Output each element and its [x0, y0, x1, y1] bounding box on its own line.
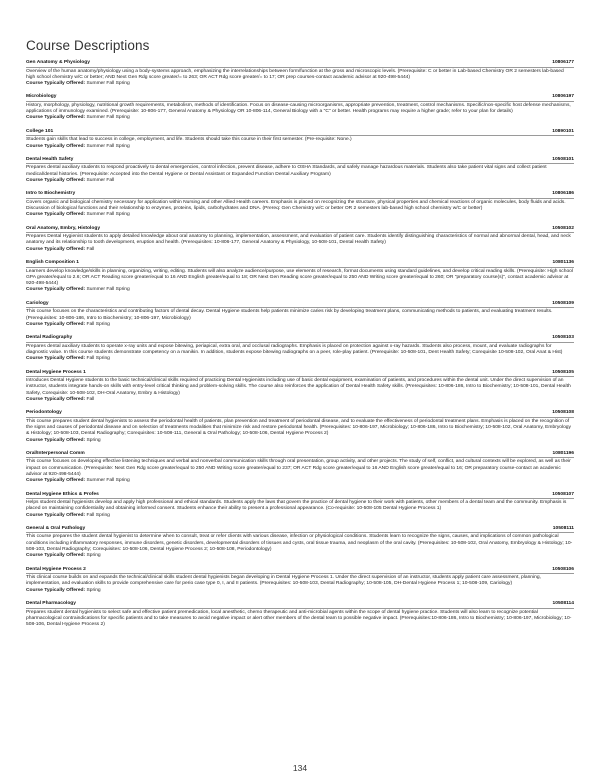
course-code: 10508105: [552, 369, 574, 375]
course-entry: [26, 191, 574, 218]
course-header: [26, 601, 574, 609]
course-code: 10806177: [552, 60, 574, 65]
course-name: Dental Health Safety: [26, 156, 74, 162]
course-entry: [26, 567, 574, 594]
course-name: College 101: [26, 128, 54, 134]
course-code: 10806197: [552, 94, 574, 100]
course-header: [26, 567, 574, 575]
course-entry: [26, 410, 574, 444]
course-description: This course focuses on the characteristics and contributing factors of dental decay. Dental Hygiene students help patients minimize caries risk by developing treatment plans, communicating methods to patients, and evaluating treatment results. (Prerequisites: 10-806-186, Intro to Biochemistry; 10-806-197, Microbiology): [26, 309, 553, 321]
course-entry: [26, 301, 574, 328]
offered-label: Course Typically Offered:: [26, 321, 86, 327]
course-offered: [26, 247, 574, 253]
course-name: Dental Hygiene Process 1: [26, 369, 86, 375]
offered-terms: Summer Fall Spring: [86, 212, 130, 218]
course-offered: [26, 144, 574, 150]
course-offered: [26, 588, 574, 594]
course-code: 10508114: [552, 601, 574, 607]
offered-label: Course Typically Offered:: [26, 553, 86, 559]
course-offered: [26, 553, 574, 559]
course-offered: [26, 287, 574, 293]
course-entry: [26, 60, 574, 87]
course-offered: [26, 397, 574, 403]
course-description: Prepares dental auxiliary students to operate x-ray units and expose bitewing, periapical, extra oral, and occlusal radiographs. Emphasis is placed on protection against x-ray hazards. Students also process, mount, and evaluate radiographs for diagnostic value. In this course students demonstrate competency on a manikin. In addition, students expose bitewing radiographs on a peer, role-play patient. (Prerequisite: 10-508-101, Dent Health Safety; Corequisite 10-508-102, Oral Anat & Hist): [26, 343, 563, 355]
course-header: [26, 226, 574, 234]
course-description: Students gain skills that lead to success in college, employment, and life. Students should take this course in their first semester. (Pre-requisite: None.): [26, 137, 352, 143]
course-name: Dental Hygiene Process 2: [26, 566, 86, 572]
course-code: 10508107: [552, 491, 574, 497]
course-offered: [26, 81, 574, 87]
offered-label: Course Typically Offered:: [26, 143, 86, 149]
course-entry: [26, 526, 574, 560]
offered-terms: Fall Spring: [86, 356, 110, 362]
course-offered: [26, 115, 574, 121]
course-offered: [26, 438, 574, 444]
course-description: Learners develop knowledge/skills in planning, organizing, writing, editing. Students will also analyze audience/purpose, use elements of research, format documents using standard guidelines, and develop critical reading skills. (Prerequisite: High school GPA greater/equal to 2.6; OR ACT Reading score greater/equal to 16 AND English greater/equal to 18; OR Next Gen Reading score greater/equal to 250 AND Writing score greater/equal to 260; OR "preparatory course(s)", contact academic advisor at 920-498-5444): [26, 268, 573, 287]
course-offered: [26, 178, 574, 184]
course-code: 10806186: [552, 191, 574, 197]
course-name: General & Oral Pathology: [26, 525, 86, 531]
offered-terms: Spring: [86, 437, 101, 443]
course-description: This course focuses on developing effective listening techniques and verbal and nonverbal communication skills through oral presentation, group activity, and other projects. The study of self, conflict, and cultural contexts will be explored, as well as their impact on communication. (Prerequisite: Next Gen Rdg score greater/equal to 250 AND Writing score greater/equal to 237; OR ACT Rdg score greater/equal to 16 AND English score greater/equal to 16; OR preparatory course-contact an academic advisor at 920-498-5444): [26, 459, 571, 477]
course-entry: [26, 157, 574, 184]
course-header: [26, 301, 574, 309]
offered-label: Course Typically Offered:: [26, 81, 86, 87]
offered-label: Course Typically Offered:: [26, 478, 86, 484]
course-header: [26, 451, 574, 459]
offered-label: Course Typically Offered:: [26, 396, 86, 402]
course-code: 10508109: [552, 300, 574, 306]
course-description: Prepares dental auxiliary students to respond proactively to dental emergencies, control infection, prevent disease, adhere to OSHA Standards, and safely manage hazardous materials. Students also take patient vital signs and collect patient medical/dental histories. (Prerequisite: Accepted into the Dental Hygiene or Dental Assistant or Expanded Function Dental Auxiliary Program): [26, 165, 547, 177]
course-name: Gen Anatomy & Physiology: [26, 60, 90, 65]
course-name: English Composition 1: [26, 260, 79, 266]
course-header: [26, 191, 574, 199]
course-offered: [26, 513, 574, 519]
course-description: History, morphology, physiology, nutritional growth requirements, metabolism, methods of identification. Focus on disease-causing microorganisms, appropriate prevention, treatment, control mechanisms. Specific/non-specific host defense mechanisms, applications of immunology examined. (Prerequisite: 10-806-177, General Anatomy & Physiology OR 10-806-114, General Biology with a "C" or better. Health programs may require a higher grade; refer to your plan for details): [26, 102, 571, 115]
course-name: Microbiology: [26, 94, 57, 100]
course-description: Prepares student dental hygienists to select safe and effective patient premedication, local anesthetic, chemo therapeutic and anti-microbial agents within the scope of dental hygiene practice. Students will also learn to recognize potential pharmacological contraindications for specific patients and to take measures to avoid negative impact or alert other members of the dental team to possible negative impact. (Prerequisites:10-806-186, Intro to Biochemistry; 10-806-197, Microbiology; 10-508-106, Dental Hygiene Process 2): [26, 609, 572, 628]
course-name: Dental Hygiene Ethics & Profes: [26, 491, 99, 497]
offered-terms: Fall Spring: [86, 321, 110, 327]
course-description: Overview of the human anatomy/physiology using a body-systems approach, emphasizing the interrelationships between form/function at the gross and microscopic levels. (Prerequisite: C or better in Lab-based Chemistry OR 2 semesters lab-based high school chemistry w/C or better; AND Next Gen Rdg score greater/= to 263; OR ACT Rdg score greater/= to 17; OR prep courses-contact academic advisor at 920-498-5444): [26, 68, 564, 80]
offered-terms: Summer Fall Spring: [86, 478, 130, 484]
course-header: [26, 260, 574, 268]
course-entry: [26, 226, 574, 253]
offered-label: Course Typically Offered:: [26, 437, 86, 443]
offered-terms: Summer Fall Spring: [86, 143, 130, 149]
course-offered: [26, 212, 574, 218]
offered-terms: Summer Fall Spring: [86, 287, 130, 293]
course-entry: [26, 129, 574, 150]
course-entry: [26, 335, 574, 362]
offered-label: Course Typically Offered:: [26, 115, 86, 121]
course-code: 10508108: [552, 410, 574, 416]
course-header: [26, 370, 574, 378]
offered-label: Course Typically Offered:: [26, 356, 86, 362]
course-name: Dental Radiography: [26, 335, 73, 341]
course-code: 10508101: [552, 156, 574, 162]
course-description: Introduces Dental Hygiene students to the basic technical/clinical skills required of practicing Dental Hygienists including use of basic dental equipment, examination of patients, and procedures within the dental unit. Under the direct supervision of an instructor, students integrate hands-on skills with entry-level critical thinking and problem-solving skills. The course also reinforces the application of Dental Health Safety skills. (Prerequisites: 10-806-186, Intro to Biochemistry; 10-508-101, Dental Health Safety, Corequisite: 10-508-102, DH-Oral Anatomy, Embry & Histology): [26, 378, 571, 396]
course-header: [26, 335, 574, 343]
course-entry: [26, 601, 574, 628]
course-entry: [26, 492, 574, 519]
course-offered: [26, 356, 574, 362]
offered-terms: Spring: [86, 553, 101, 559]
course-header: [26, 526, 574, 534]
course-list: [26, 60, 574, 635]
course-entry: [26, 94, 574, 121]
course-offered: [26, 322, 574, 328]
course-description: This course prepares the student dental hygienist to determine when to consult, treat or refer clients with various disease, infection or physiological conditions. Students learn to recognize the signs, causes, and implications of common pathological conditions including inflammatory responses, immune disorders, genetic disorders, developmental disorders of tissues and cysts, oral tissue trauma, and neoplasm of the oral cavity. (Prerequisites: 10-508-102, Oral Anatomy, Embryology & Histology; 10-508-103, Dental Radiography; Corequisites: 10-508-106, Dental Hygiene Process 2; 10-508-108, Periodontology): [26, 534, 573, 553]
offered-terms: Summer Fall: [86, 177, 115, 183]
offered-terms: Fall: [86, 246, 95, 252]
course-code: 10890101: [552, 128, 574, 134]
course-name: Oral/Interpersonal Comm: [26, 450, 85, 456]
course-description: Helps student dental hygienists develop and apply high professional and ethical standards. Students apply the laws that govern the practice of dental hygiene to their work with patients, other members of a dental team and the community. Emphasis is placed on maintaining confidentiality and obtaining informed consent. Students enhance their ability to present a professional appearance. (Co-requisite: 10-508-105 Dental Hygiene Process 1): [26, 500, 567, 512]
course-name: Cariology: [26, 300, 49, 306]
course-description: This clinical course builds on and expands the technical/clinical skills student dental hygienists began developing in Dental Hygiene Process 1. Under the direct supervision of an instructor, students apply patient care assessment, planning, implementation, and evaluation skills to provide comprehensive care for perio case type 0, I, and II patients. (Prerequisites: 10-508-103, Dental Radiography; 10-508-105, DH-Dental Hygiene Process 1; 10-508-109, Cariology): [26, 575, 541, 587]
course-header: [26, 129, 574, 137]
course-entry: [26, 260, 574, 294]
course-code: 10508103: [552, 335, 574, 341]
offered-terms: Summer Fall Spring: [86, 115, 130, 121]
offered-terms: Spring: [86, 587, 101, 593]
course-code: 10801136: [552, 260, 574, 266]
course-header: [26, 157, 574, 165]
page-title: Course Descriptions: [26, 38, 150, 53]
offered-terms: Fall Spring: [86, 512, 110, 518]
course-name: Oral Anatomy, Embry, Histology: [26, 225, 101, 231]
course-offered: [26, 478, 574, 484]
offered-label: Course Typically Offered:: [26, 512, 86, 518]
offered-label: Course Typically Offered:: [26, 587, 86, 593]
course-code: 10801196: [552, 450, 574, 456]
offered-label: Course Typically Offered:: [26, 287, 86, 293]
offered-terms: Fall: [86, 396, 95, 402]
course-entry: [26, 451, 574, 485]
page-number: 134: [292, 763, 308, 773]
course-name: Dental Pharmacology: [26, 601, 77, 607]
course-entry: [26, 370, 574, 404]
course-header: [26, 492, 574, 500]
offered-label: Course Typically Offered:: [26, 177, 86, 183]
course-code: 10508111: [552, 525, 574, 531]
course-code: 10508106: [552, 566, 574, 572]
course-header: [26, 410, 574, 418]
course-name: Periodontology: [26, 410, 62, 416]
course-header: [26, 60, 574, 68]
offered-terms: Summer Fall Spring: [86, 81, 130, 87]
offered-label: Course Typically Offered:: [26, 246, 86, 252]
course-header: [26, 94, 574, 102]
course-name: Intro to Biochemistry: [26, 191, 76, 197]
offered-label: Course Typically Offered:: [26, 212, 86, 218]
course-description: This course prepares student dental hygienists to assess the periodontal health of patients, plan prevention and treatment of periodontal disease, and to evaluate the effectiveness of periodontal treatment plans. Emphasis is placed on the recognition of the signs and causes of periodontal disease and on selection of treatments modalities that minimize risk and restore periodontal health. (Prerequisites: 10-806-197, Microbiology; 10-806-186, Intro to Biochemistry; 10-508-102, Oral Anatomy, Embryology & Histology; 10-508-103, Dental Radiography; Corequisites: 10-508-111, General & Oral Pathology; 10-508-106, Dental Hygiene Process 2): [26, 418, 571, 437]
course-code: 10508102: [552, 225, 574, 231]
course-description: Covers organic and biological chemistry necessary for application within Nursing and other Allied Health careers. Emphasis is placed on recognizing the structure, physical properties and chemical reactions of organic molecules, body fluids and acids. Discussion of biological functions and their relationship to enzymes, proteins, lipids, carbohydrates and DNA. (Prereq: Gen Chemistry w/C or better OR 2 semesters lab-based high school chemistry w/C or better): [26, 199, 566, 212]
course-description: Prepares Dental Hygienist students to apply detailed knowledge about oral anatomy to planning, implementation, assessment, and evaluation of patient care. Students identify distinguishing characteristics of normal and abnormal dental, head, and neck anatomy and its relationship to tooth development, eruption and health. (Prerequisites: 10-806-177, General Anatomy & Physiology, 10-508-101, Dental Health Safety): [26, 234, 571, 246]
